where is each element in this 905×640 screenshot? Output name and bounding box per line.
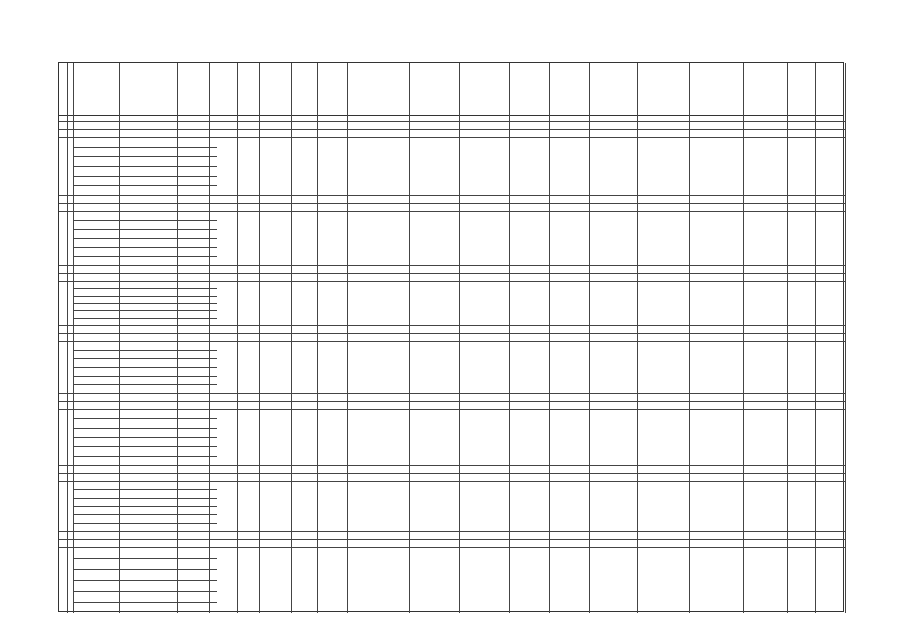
funding-subrow-line	[73, 288, 217, 289]
funding-subrow-line	[73, 185, 217, 186]
row-line	[59, 465, 845, 466]
row-line	[59, 265, 845, 266]
row-line	[59, 137, 845, 138]
funding-subrow-line	[73, 428, 217, 429]
funding-subrow-line	[73, 147, 217, 148]
funding-subrow-line	[73, 456, 217, 457]
row-line	[59, 473, 845, 474]
funding-subrow-line	[73, 437, 217, 438]
funding-subrow-line	[73, 350, 217, 351]
row-line	[59, 325, 845, 326]
row-line	[59, 273, 845, 274]
row-line	[59, 211, 845, 212]
funding-subrow-line	[73, 238, 217, 239]
row-line	[59, 195, 845, 196]
row-line	[59, 401, 845, 402]
funding-subrow-line	[73, 446, 217, 447]
funding-subrow-line	[73, 358, 217, 359]
funding-subrow-line	[73, 367, 217, 368]
funding-subrow-line	[73, 418, 217, 419]
funding-subrow-line	[73, 256, 217, 257]
row-line	[59, 341, 845, 342]
funding-subrow-line	[73, 514, 217, 515]
funding-subrow-line	[73, 247, 217, 248]
row-line	[59, 409, 845, 410]
funding-subrow-line	[73, 176, 217, 177]
funding-subrow-line	[73, 166, 217, 167]
funding-subrow-line	[73, 558, 217, 559]
funding-subrow-line	[73, 523, 217, 524]
row-line	[59, 393, 845, 394]
funding-subrow-line	[73, 156, 217, 157]
funding-subrow-line	[73, 591, 217, 592]
funding-subrow-line	[73, 318, 217, 319]
row-line	[59, 531, 845, 532]
funding-subrow-line	[73, 580, 217, 581]
table-sheet	[58, 62, 844, 612]
funding-subrow-line	[73, 384, 217, 385]
funding-subrow-line	[73, 506, 217, 507]
row-line	[59, 481, 845, 482]
row-line	[59, 121, 845, 122]
row-line	[59, 539, 845, 540]
funding-subrow-line	[73, 489, 217, 490]
funding-subrow-line	[73, 569, 217, 570]
funding-subrow-line	[73, 498, 217, 499]
row-line	[59, 547, 845, 548]
funding-subrow-line	[73, 303, 217, 304]
funding-subrow-line	[73, 229, 217, 230]
column-line	[845, 63, 846, 613]
row-line	[59, 333, 845, 334]
funding-subrow-line	[73, 220, 217, 221]
row-line	[59, 281, 845, 282]
row-line	[59, 203, 845, 204]
funding-subrow-line	[73, 296, 217, 297]
row-line	[59, 129, 845, 130]
funding-subrow-line	[73, 602, 217, 603]
funding-subrow-line	[73, 310, 217, 311]
funding-subrow-line	[73, 376, 217, 377]
